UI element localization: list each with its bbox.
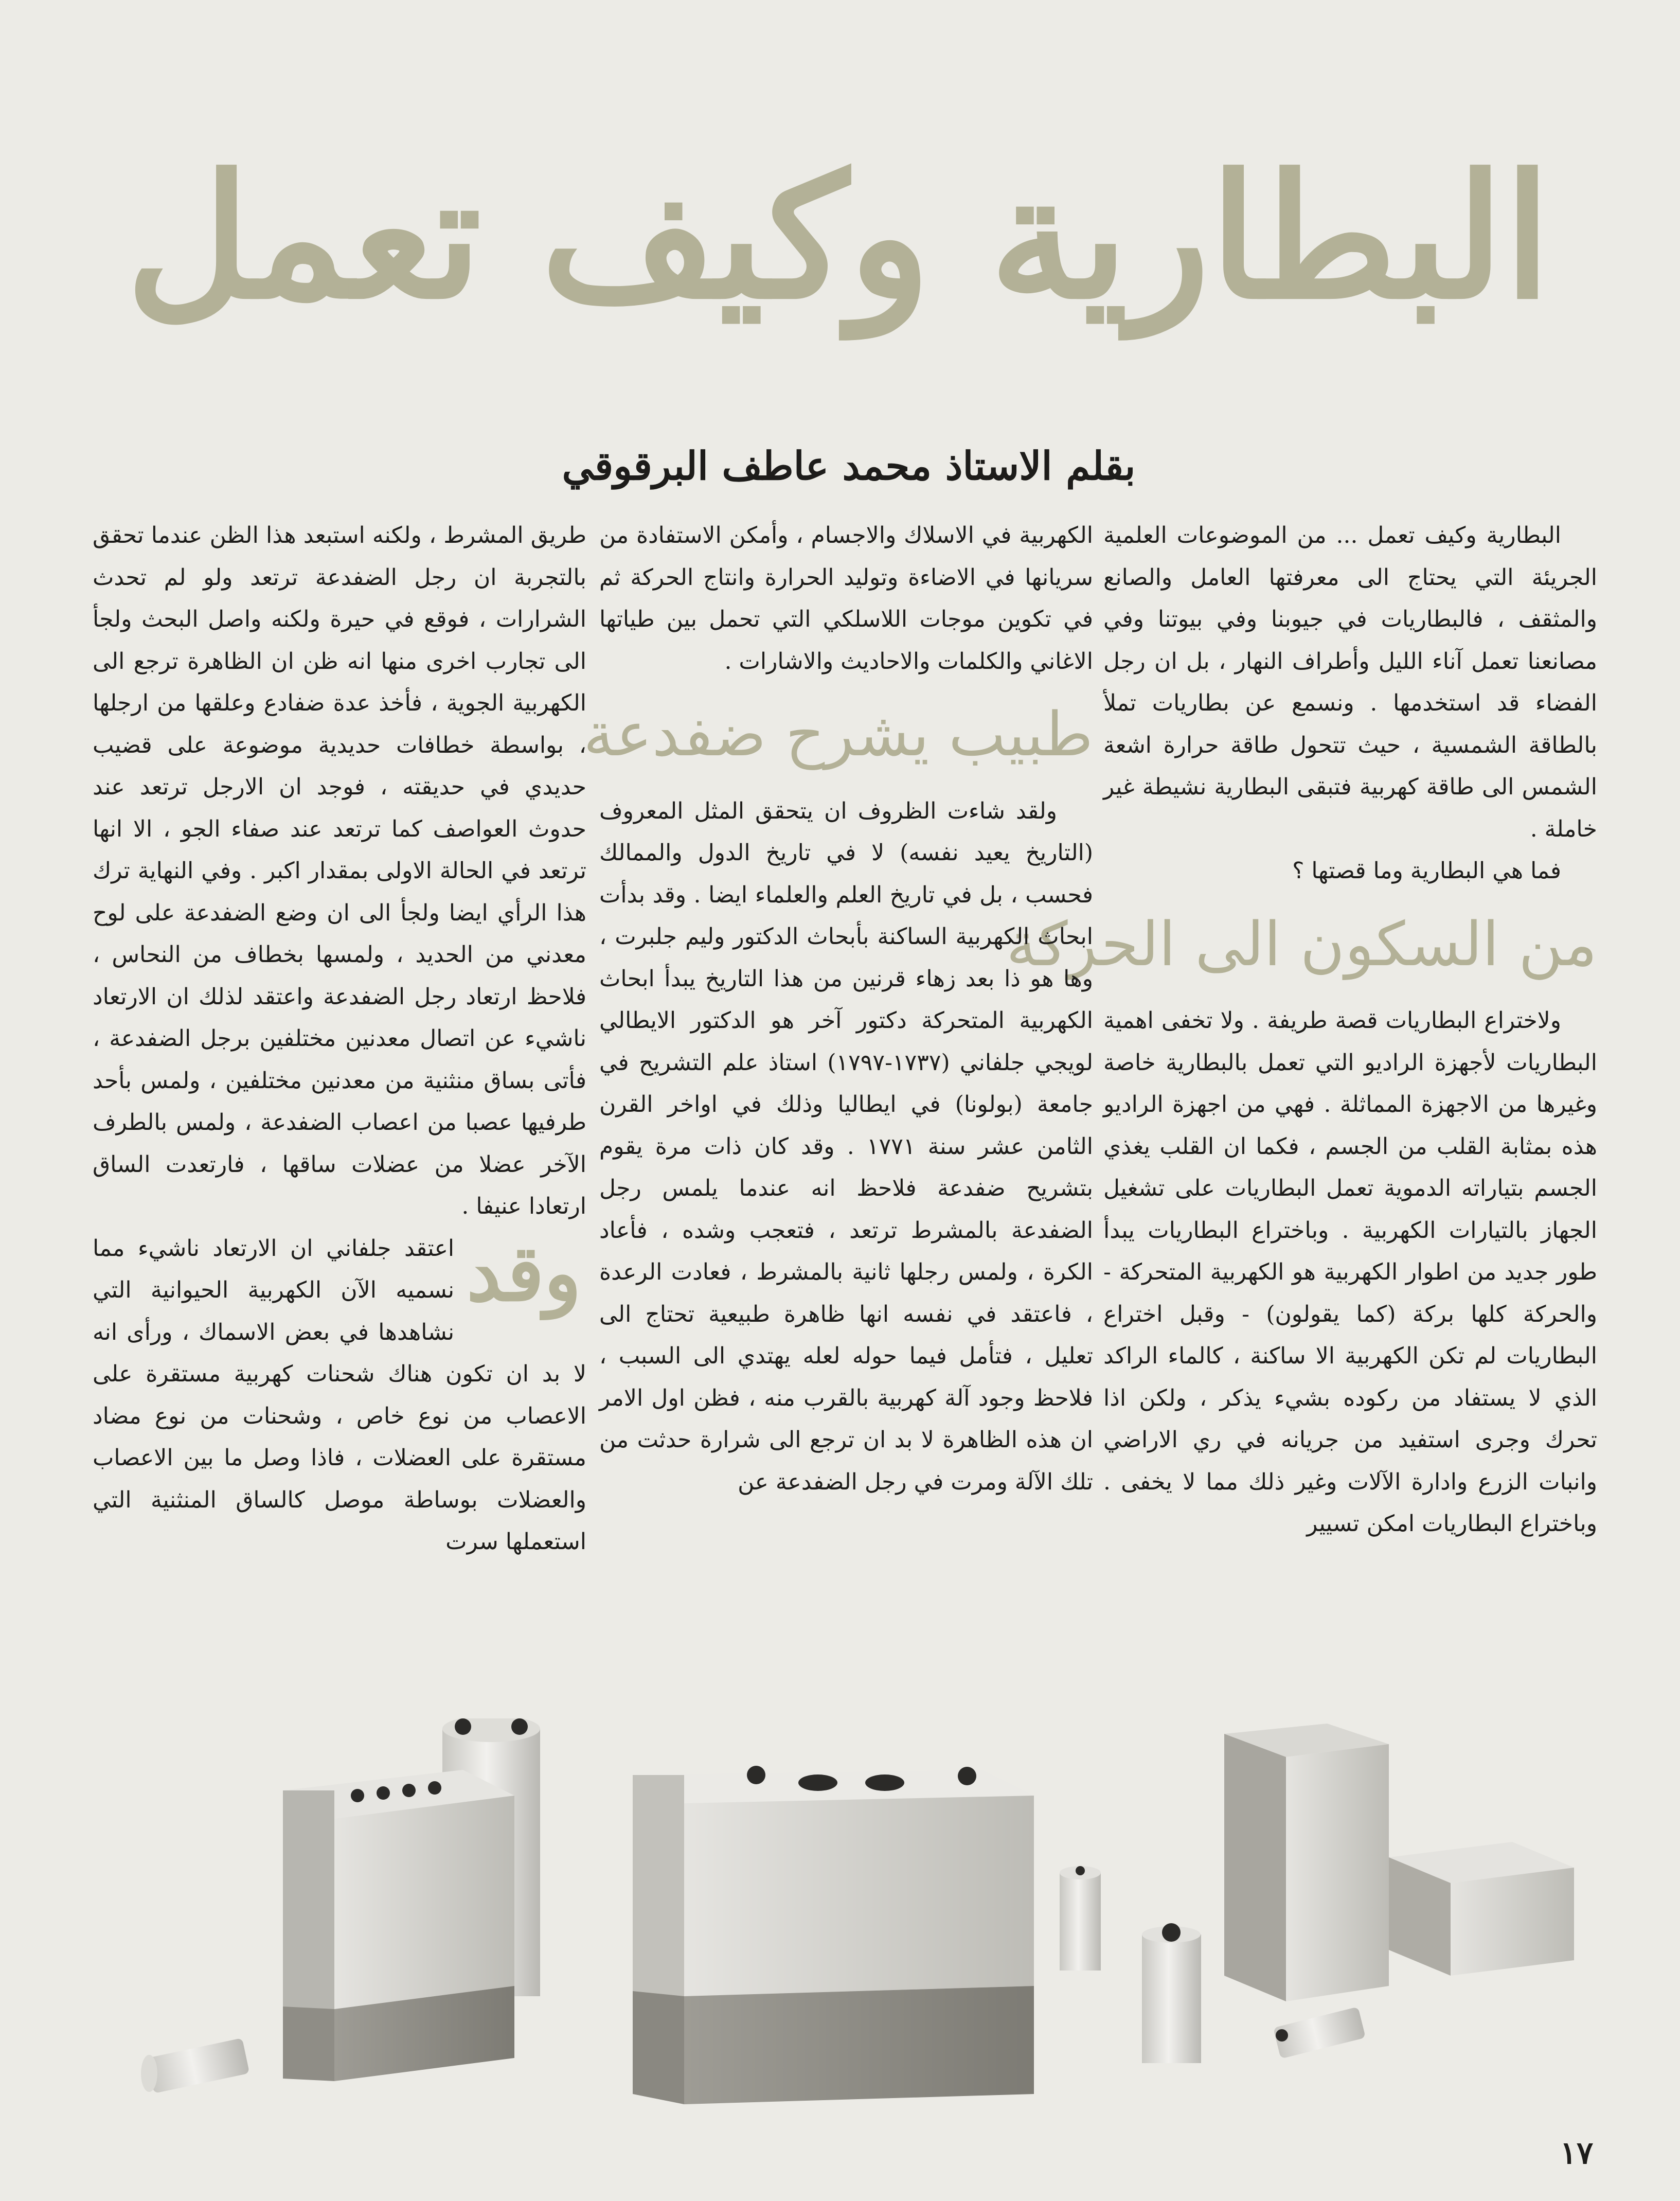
column-right (1006, 514, 1597, 1545)
section-heading-stillness-to-motion: من السكون الى الحركة (1006, 908, 1597, 980)
body-paragraph: ولقد شاءت الظروف ان يتحقق المثل المعروف (التاريخ يعيد نفسه) لا في تاريخ الدول والممالك فحسب ، بل في تاريخ العلم والعلماء ايضا . وقد بدأت ابحاث الكهربية الساكنة بأبحاث الدكتور وليم جلبرت ، وها هو ذا بعد زهاء قرنين من هذا التاريخ يبدأ ابحاث الكهربية المتحركة دكتور آخر هو الدكتور الايطالي لويجي جلفاني (١٧٣٧-١٧٩٧) استاذ علم التشريح في جامعة (بولونا) في ايطاليا وذلك في اواخر القرن الثامن عشر سنة ١٧٧١ . وقد كان ذات مرة يقوم بتشريح ضفدعة فلاحظ انه عندما يلمس رجل الضفدعة بالمشرط ترتعد ، فتعجب وشده ، فأعاد الكرة ، ولمس رجلها ثانية بالمشرط ، فعادت الرعدة ، فاعتقد في نفسه انها ظاهرة طبيعية تحتاج الى تعليل ، فتأمل فيما حوله لعله يهتدي الى السبب ، فلاحظ وجود آلة كهربية بالقرب منه ، فظن اول الامر ان هذه الظاهرة لا بد ان ترجع الى شرارة حدثت من تلك الآلة ومرت في رجل الضفدعة عن (599, 797, 1094, 1495)
page-number: ١٧ (1560, 2135, 1594, 2171)
lying-cylinder-battery-right (1273, 2007, 1366, 2058)
flat-block-battery (1389, 1842, 1574, 1976)
large-central-battery (633, 1766, 1034, 2104)
body-paragraph: طريق المشرط ، ولكنه استبعد هذا الظن عندما تحقق بالتجربة ان رجل الضفدعة ترتعد ولو لم تحدث الشرارات ، فوقع في حيرة ولكنه واصل البحث ولجأ الى تجارب اخرى منها انه ظن ان الظاهرة ترجع الى الكهربية الجوية ، فأخذ عدة ضفادع وعلقها من ارجلها ، بواسطة خطافات حديدية موضوعة على قضيب حديدي في حديقته ، فوجد ان الارجل ترتعد عند حدوث العواصف كما ترتعد عند صفاء الجو ، الا انها ترتعد في الحالة الاولى بمقدار اكبر . وفي النهاية ترك هذا الرأي ايضا ولجأ الى ان وضع الضفدعة على لوح معدني من الحديد ، ولمسها بخطاف من النحاس ، فلاحظ ارتعاد رجل الضفدعة واعتقد لذلك ان الارتعاد ناشيء عن اتصال معدنين مختلفين برجل الضفدعة ، فأتى بساق منثنية من معدنين مختلفين ، ولمس بأحد طرفيها عصبا من اعصاب الضفدعة ، ولمس بالطرف الآخر عضلا من عضلات ساقها ، فارتعدت الساق ارتعادا عنيفا . (93, 522, 587, 1219)
batteries-illustration (93, 1718, 1605, 2120)
article-title: البطارية وكيف تعمل (126, 137, 1551, 336)
intro-paragraph: البطارية وكيف تعمل ... من الموضوعات العلمية الجريئة التي يحتاج الى معرفتها العامل والصانع والمثقف ، فالبطاريات في جيوبنا وفي بيوتنا وفي مصانعنا تعمل آناء الليل وأطراف النهار ، بل ان رجل الفضاء قد استخدمها . ونسمع عن بطاريات تملأ بالطاقة الشمسية ، حيث تتحول طاقة حرارة اشعة الشمس الى طاقة كهربية فتبقى البطارية نشيطة غير خاملة . (1103, 522, 1597, 842)
small-cylinder-battery (1060, 1866, 1101, 1971)
lying-cylinder-battery-left (141, 2038, 249, 2093)
left-box-battery (283, 1770, 514, 2081)
tall-block-battery (1224, 1724, 1389, 2001)
body-paragraph: ولاختراع البطاريات قصة طريفة . ولا تخفى اهمية البطاريات لأجهزة الراديو التي تعمل بالبطارية خاصة وغيرها من الاجهزة المماثلة . فهي من اجهزة الراديو هذه بمثابة القلب من الجسم ، فكما ان القلب يغذي الجسم بتياراته الدموية تعمل البطاريات على تشغيل الجهاز بالتيارات الكهربية . وباختراع البطاريات يبدأ طور جديد من اطوار الكهربية هو الكهربية المتحركة - والحركة كلها بركة (كما يقولون) - وقبل اختراع البطاريات لم تكن الكهربية الا ساكنة ، كالماء الراكد الذي لا يستفاد من ركوده بشيء يذكر ، ولكن اذا تحرك وجرى استفيد من جريانه في ري الاراضي وانبات الزرع وادارة الآلات وغير ذلك مما لا يخفى . وباختراع البطاريات امكن تسيير (1103, 1007, 1597, 1537)
column-left (93, 514, 586, 1563)
dropcap-paragraph (93, 1228, 586, 1563)
intro-paragraph: الكهربية في الاسلاك والاجسام ، وأمكن الاستفادة من سريانها في الاضاءة وتوليد الحرارة وانتاج الحركة ثم في تكوين موجات اللاسلكي التي تحمل بين طياتها الاغاني والكلمات والاحاديث والاشارات . (599, 522, 1093, 674)
question-paragraph: فما هي البطارية وما قصتها ؟ (1292, 858, 1561, 884)
author-byline: بقلم الاستاذ محمد عاطف البرقوقي (562, 442, 1136, 489)
dropcap-paragraph-text: اعتقد جلفاني ان الارتعاد ناشيء مما نسميه الآن الكهربية الحيوانية التي نشاهدها في بعض الاسماك ، ورأى انه لا بد ان تكون هناك شحنات كهربية مستقرة على الاعصاب من نوع خاص ، وشحنات من نوع مضاد مستقرة على العضلات ، فاذا وصل ما بين الاعصاب والعضلات بوساطة موصل كالساق المنثنية التي استعملها سرت (93, 1235, 586, 1555)
column-middle (583, 514, 1094, 1503)
section-heading-doctor-frog: طبيب يشرح ضفدعة (583, 699, 1093, 770)
medium-cylinder-battery (1142, 1923, 1201, 2063)
dropcap-word: وقد (467, 1228, 581, 1319)
